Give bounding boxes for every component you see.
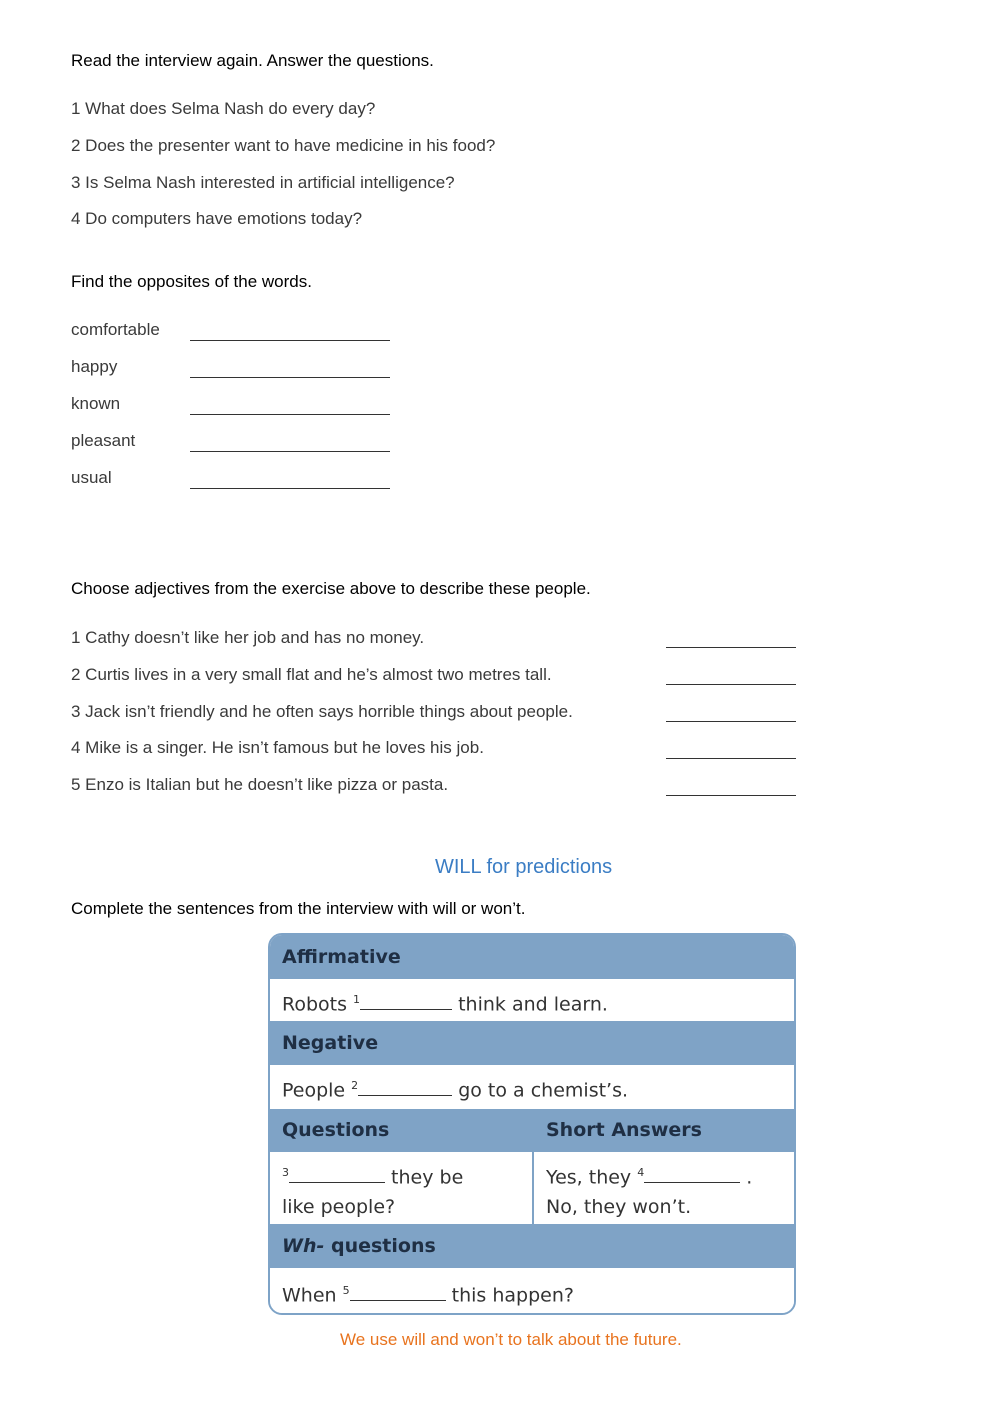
wh-questions-header [270, 1224, 794, 1268]
answer-line-4[interactable] [190, 451, 390, 452]
wh-label-rest: questions [324, 1235, 436, 1257]
affirmative-header: Affirmative [270, 935, 794, 979]
column-divider [532, 1109, 534, 1224]
grammar-table [268, 933, 796, 1315]
word-pleasant: pleasant [71, 431, 136, 450]
adjective-answer-line-5[interactable] [666, 795, 796, 796]
questions-header: Questions [270, 1109, 532, 1152]
question-text: they be [385, 1166, 464, 1189]
section4-heading: Complete the sentences from the interview with will or won’t. [71, 899, 526, 918]
word-happy: happy [71, 357, 118, 376]
adjective-item-5: 5 Enzo is Italian but he doesn’t like pizza or pasta. [71, 775, 449, 794]
adjective-answer-line-4[interactable] [666, 758, 796, 759]
blank-2[interactable] [358, 1095, 452, 1096]
negative-row [270, 1065, 794, 1107]
questions-cell [270, 1152, 532, 1224]
short-answers-header: Short Answers [534, 1109, 794, 1152]
blank-number-4: 4 [637, 1166, 645, 1179]
blank-4[interactable] [644, 1182, 740, 1183]
adjective-answer-line-3[interactable] [666, 721, 796, 722]
affirmative-text-start: Robots [282, 993, 354, 1016]
answer-line-1[interactable] [190, 340, 390, 341]
word-known: known [71, 394, 121, 413]
section3-heading: Choose adjectives from the exercise above to describe these people. [71, 579, 591, 598]
question-2: 2 Does the presenter want to have medicine in his food? [71, 136, 496, 155]
short-answers-cell [534, 1152, 794, 1224]
answer-text-start: Yes, they [546, 1166, 638, 1189]
negative-text-end: go to a chemist’s. [452, 1079, 629, 1102]
question-3: 3 Is Selma Nash interested in artificial intelligence? [71, 173, 455, 192]
blank-number-3: 3 [282, 1166, 289, 1179]
wh-label-italic: Wh- [282, 1235, 325, 1257]
adjective-item-3: 3 Jack isn’t friendly and he often says horrible things about people. [71, 702, 573, 721]
question-4: 4 Do computers have emotions today? [71, 209, 363, 228]
wh-text-start: When [282, 1284, 343, 1307]
adjective-item-1: 1 Cathy doesn’t like her job and has no money. [71, 628, 425, 647]
answer-text-end: . [740, 1166, 753, 1189]
blank-number-1: 1 [353, 993, 361, 1006]
blank-3[interactable] [289, 1182, 385, 1183]
future-note: We use will and won’t to talk about the future. [340, 1330, 682, 1349]
answer-line-negative: No, they won’t. [546, 1196, 692, 1219]
blank-1[interactable] [360, 1009, 452, 1010]
wh-questions-row [270, 1268, 794, 1313]
answer-line-5[interactable] [190, 488, 390, 489]
section1-heading: Read the interview again. Answer the questions. [71, 51, 434, 70]
negative-text-start: People [282, 1079, 352, 1102]
question-1: 1 What does Selma Nash do every day? [71, 99, 376, 118]
adjective-item-2: 2 Curtis lives in a very small flat and he’s almost two metres tall. [71, 665, 552, 684]
answer-line-3[interactable] [190, 414, 390, 415]
blank-number-2: 2 [351, 1079, 359, 1092]
adjective-answer-line-2[interactable] [666, 684, 796, 685]
answer-line-2[interactable] [190, 377, 390, 378]
word-usual: usual [71, 468, 112, 487]
section2-heading: Find the opposites of the words. [71, 272, 312, 291]
negative-header: Negative [270, 1021, 794, 1065]
question-line-2: like people? [282, 1196, 396, 1219]
wh-text-end: this happen? [445, 1284, 574, 1307]
affirmative-row [270, 979, 794, 1021]
word-comfortable: comfortable [71, 320, 160, 339]
affirmative-text-end: think and learn. [452, 993, 608, 1016]
adjective-item-4: 4 Mike is a singer. He isn’t famous but he loves his job. [71, 738, 484, 757]
section-title-will: WILL for predictions [435, 856, 613, 878]
blank-number-5: 5 [342, 1284, 350, 1297]
blank-5[interactable] [350, 1300, 446, 1301]
adjective-answer-line-1[interactable] [666, 647, 796, 648]
